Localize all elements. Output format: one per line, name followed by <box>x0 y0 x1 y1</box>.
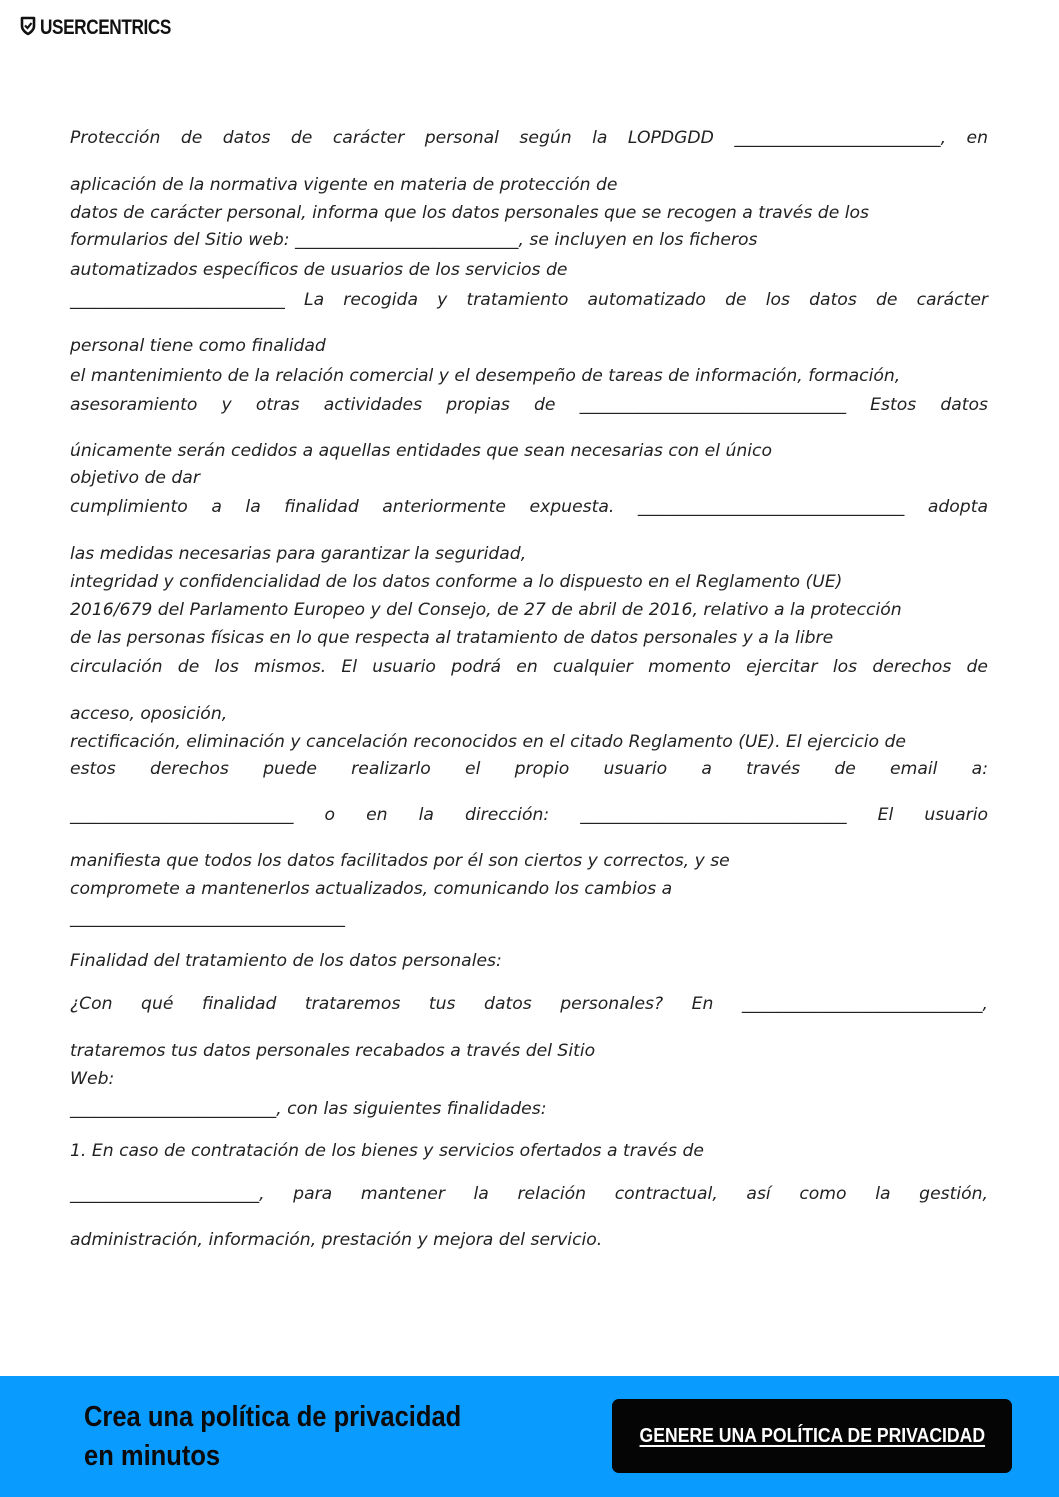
document-line: _________________________ La recogida y tratamiento automatizado de los datos de carácter <box>70 290 988 310</box>
document-line: 1. En caso de contratación de los bienes y servicios ofertados a través de <box>70 1141 704 1161</box>
logo-text: USERCENTRICS <box>40 16 171 39</box>
document-line: rectificación, eliminación y cancelación reconocidos en el citado Reglamento (UE). El ejercicio de <box>70 732 907 752</box>
document-line: personal tiene como finalidad <box>70 336 326 356</box>
document-line: circulación de los mismos. El usuario podrá en cualquier momento ejercitar los derechos de <box>70 657 988 677</box>
document-line: las medidas necesarias para garantizar la seguridad, <box>70 544 527 564</box>
cta-heading: Crea una política de privacidad en minutos <box>84 1401 462 1472</box>
document-line: datos de carácter personal, informa que los datos personales que se recogen a través de los <box>70 203 869 223</box>
document-line: ________________________________ <box>70 908 345 928</box>
document-line: acceso, oposición, <box>70 704 228 724</box>
generate-privacy-policy-button[interactable] <box>612 1399 1012 1473</box>
document-line: el mantenimiento de la relación comercial y el desempeño de tareas de información, formación, <box>70 366 901 386</box>
document-line: ¿Con qué finalidad trataremos tus datos personales? En ____________________________, <box>70 994 988 1014</box>
document-line: manifiesta que todos los datos facilitados por él son ciertos y correctos, y se <box>70 851 730 871</box>
shield-check-icon <box>20 16 36 40</box>
document-line: ______________________, para mantener la relación contractual, así como la gestión, <box>70 1184 988 1204</box>
document-line: Protección de datos de carácter personal según la LOPDGDD ________________________, en <box>70 128 988 148</box>
document-line: compromete a mantenerlos actualizados, comunicando los cambios a <box>70 879 673 899</box>
document-line: aplicación de la normativa vigente en materia de protección de <box>70 175 618 195</box>
document-line: 2016/679 del Parlamento Europeo y del Consejo, de 27 de abril de 2016, relativo a la protección <box>70 600 902 620</box>
document-line: cumplimiento a la finalidad anteriormente expuesta. _______________________________ adopta <box>70 497 988 517</box>
document-line: formularios del Sitio web: __________________________, se incluyen en los ficheros <box>70 230 758 250</box>
document-line: trataremos tus datos personales recabados a través del Sitio <box>70 1041 596 1061</box>
document-line: Web: <box>70 1069 115 1089</box>
document-line: automatizados específicos de usuarios de los servicios de <box>70 260 568 280</box>
document-line: únicamente serán cedidos a aquellas entidades que sean necesarias con el único <box>70 441 772 461</box>
usercentrics-logo <box>20 14 200 42</box>
cta-button-label: GENERE UNA POLÍTICA DE PRIVACIDAD <box>639 1424 985 1447</box>
cta-banner <box>0 1376 1059 1497</box>
document-line: asesoramiento y otras actividades propias de _______________________________ Estos datos <box>70 395 988 415</box>
document-line: de las personas físicas en lo que respecta al tratamiento de datos personales y a la libre <box>70 628 834 648</box>
document-line: ________________________, con las siguientes finalidades: <box>70 1099 547 1119</box>
document-line: __________________________ o en la dirección: _______________________________ El usuario <box>70 805 988 825</box>
document-line: integridad y confidencialidad de los datos conforme a lo dispuesto en el Reglamento (UE) <box>70 572 843 592</box>
document-line: Finalidad del tratamiento de los datos personales: <box>70 951 502 971</box>
document-line: administración, información, prestación y mejora del servicio. <box>70 1230 603 1250</box>
document-line: objetivo de dar <box>70 468 200 488</box>
document-line: estos derechos puede realizarlo el propio usuario a través de email a: <box>70 759 988 779</box>
